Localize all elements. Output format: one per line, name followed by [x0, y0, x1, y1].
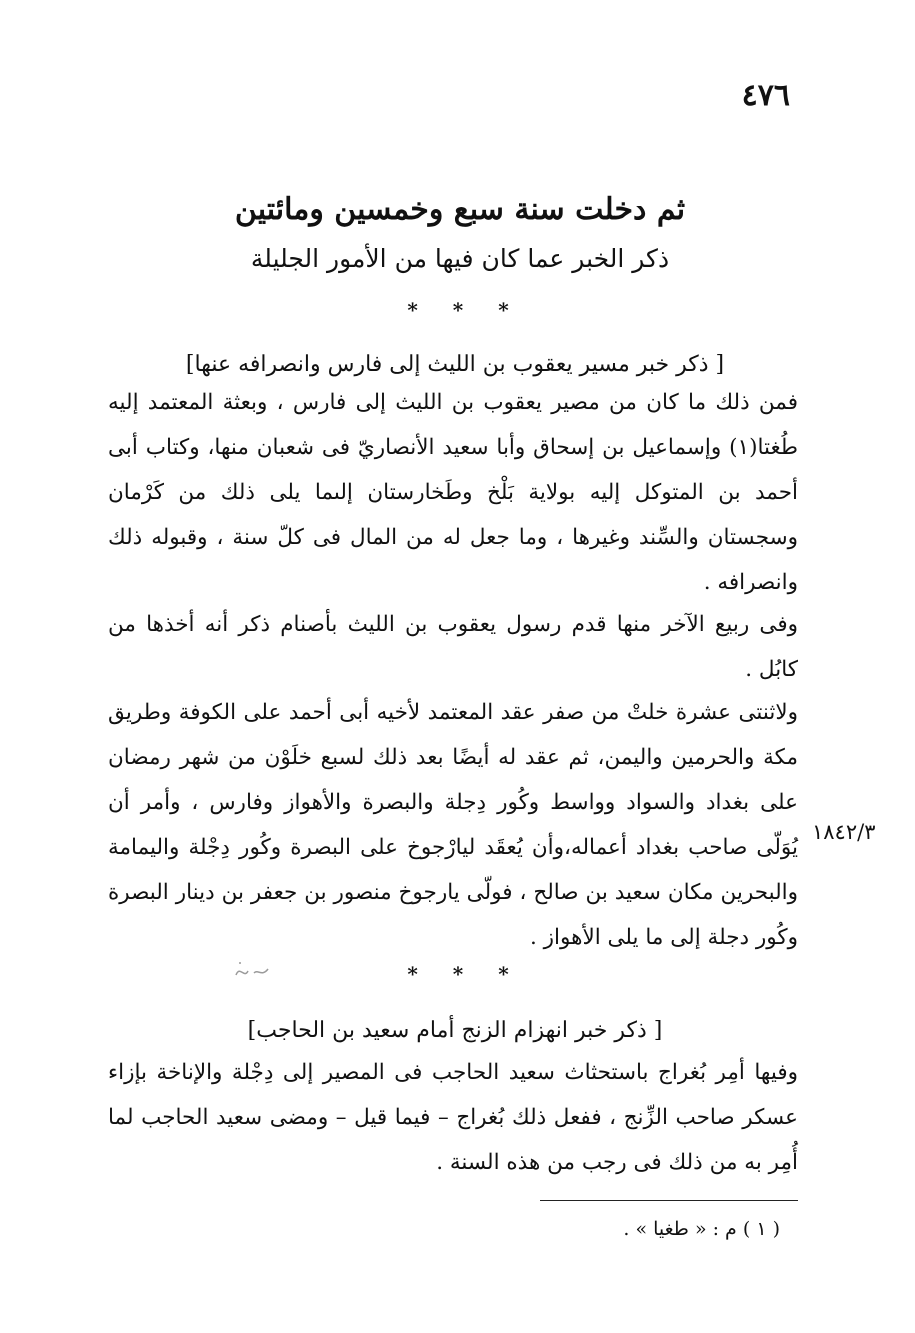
section-heading: [ ذكر خبر انهزام الزنج أمام سعيد بن الحاجب]: [247, 1018, 663, 1043]
paragraph: فمن ذلك ما كان من مصير يعقوب بن الليث إلى فارس ، وبعثة المعتمد إليه طُغتا(١) وإسماعيل بن إسحاق وأبا سعيد الأنصاريّ فى شعبان منها، وكتاب أبى أحمد بن المتوكل إليه بولاية بَلْخ وطَخارستان إلىما يلى ذلك من كَرْمان وسجستان والسِّند وغيرها ، وما جعل له من المال فى كلّ سنة ، وقبوله ذلك وانصرافه .: [108, 390, 798, 595]
paragraph: وفيها أمِر بُغراج باستحثاث سعيد الحاجب فى المصير إلى دِجْلة والإناخة بإزاء عسكر صاحب الزِّنج ، ففعل ذلك بُغراج – فيما قيل – ومضى سعيد الحاجب لما أُمِر به من ذلك فى رجب من هذه السنة .: [108, 1060, 798, 1175]
pencil-mark: [232, 957, 276, 983]
separator-stars: * * *: [407, 298, 523, 322]
paragraph: وفى ربيع الآخر منها قدم رسول يعقوب بن الليث بأصنام ذكر أنه أخذها من كابُل .: [108, 612, 798, 682]
page-number: ٤٧٦: [741, 78, 790, 113]
paragraph: ولاثنتى عشرة خلتْ من صفر عقد المعتمد لأخيه أبى أحمد على الكوفة وطريق مكة والحرمين واليمن، ثم عقد له أيضًا بعد ذلك لسبع خلَوْن من شهر رمضان على بغداد والسواد وواسط وكُور دِجلة والبصرة والأهواز وفارس ، وأمر أن يُوَلّى صاحب بغداد أعماله،وأن يُعقَد ليارْجوخ على البصرة وكُور دِجْلة واليمامة والبحرين مكان سعيد بن صالح ، فولّى يارجوخ منصور بن جعفر بن دينار البصرة وكُور دجلة إلى ما يلى الأهواز .: [108, 700, 798, 950]
footnote: ( ١ ) م : « طغيا » .: [623, 1218, 780, 1240]
margin-reference: ١٨٤٢/٣: [812, 820, 876, 844]
chapter-subtitle: ذكر الخبر عما كان فيها من الأمور الجليلة: [250, 244, 670, 273]
separator-stars: * * *: [407, 962, 523, 986]
chapter-title: ثم دخلت سنة سبع وخمسين ومائتين: [234, 192, 686, 227]
section-heading: [ ذكر خبر مسير يعقوب بن الليث إلى فارس وانصرافه عنها]: [185, 352, 725, 377]
footnote-rule: [540, 1200, 798, 1201]
